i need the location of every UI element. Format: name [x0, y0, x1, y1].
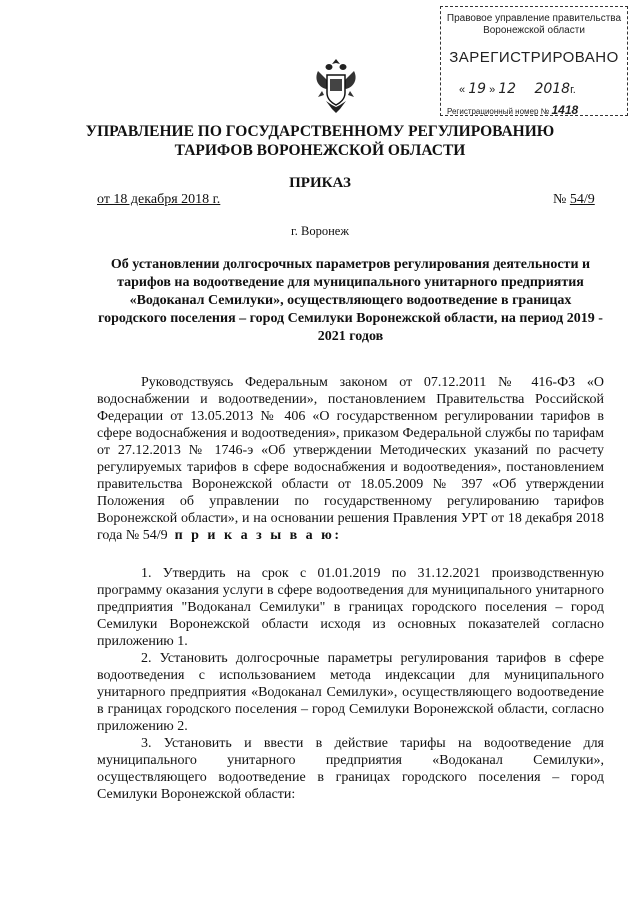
document-number — [553, 192, 595, 208]
document-city: г. Воронеж — [291, 224, 349, 238]
order-item-2: 2. Установить долгосрочные параметры регулирования тарифов в сфере водоотведения с использованием метода индексации для муниципального унитарного предприятия «Водоканал Семилуки», осуществляющего водоотведение в границах городского поселения – город Семилуки Воронежской области, согласно приложению 2. — [97, 651, 604, 734]
stamp-reg-number — [447, 103, 578, 117]
stamp-date-open-quote: « — [459, 84, 466, 96]
stamp-registered-label: ЗАРЕГИСТРИРОВАНО — [449, 49, 619, 66]
stamp-authority-line1: Правовое управление правительства — [446, 13, 622, 24]
preamble-paragraph — [97, 374, 604, 544]
document-subject: Об установлении долгосрочных параметров регулирования деятельности и тарифов на водоотведение для муниципального унитарного предприятия «Водоканал Семилуки», осуществляющего водоотведение в границах городского поселения – город Семилуки Воронежской области, на период 2019 - 2021 годов — [98, 257, 603, 344]
stamp-date — [459, 81, 576, 97]
stamp-reg-number-value: 1418 — [551, 103, 579, 117]
order-keyword: п р и к а з ы в а ю: — [174, 528, 342, 543]
stamp-date-close-quote: » — [489, 84, 496, 96]
document-date: от 18 декабря 2018 г. — [97, 192, 221, 207]
preamble-text: Руководствуясь Федеральным законом от 07.12.2011 № 416-ФЗ «О водоснабжении и водоотведении», постановлением Правительства Российской Федерации от 13.05.2013 № 406 «О государственном регулировании тарифов в сфере водоснабжения и водоотведения», приказом Федеральной службы по тарифам от 27.12.2013 № 1746-э «Об утверждении Методических указаний по расчету регулируемых тарифов в сфере водоснабжения и водоотведения», постановлением правительства Воронежской области от 18.05.2009 № 397 «Об утверждении Положения об управлении по государственному регулированию тарифов Воронежской области», и на основании решения Правления УРТ от 18 декабря 2018 года № — [97, 375, 604, 543]
organization-title-line2: ТАРИФОВ ВОРОНЕЖСКОЙ ОБЛАСТИ — [174, 142, 466, 159]
document-number-prefix: № — [553, 192, 567, 207]
registration-stamp — [440, 6, 628, 116]
document-number-value: 54/9 — [569, 192, 595, 207]
document-type: ПРИКАЗ — [289, 175, 351, 191]
order-item-3: 3. Установить и ввести в действие тарифы на водоотведение для муниципального унитарного предприятия «Водоканал Семилуки», осуществляющего водоотведение в границах городского поселения – город Семилуки Воронежской области: — [97, 736, 604, 802]
coat-of-arms-icon — [312, 55, 360, 117]
stamp-date-day: 19 — [468, 81, 487, 97]
stamp-date-year: 2018 — [534, 81, 571, 97]
document-body — [97, 374, 604, 803]
stamp-date-suffix: г. — [570, 84, 576, 96]
order-item-1: 1. Утвердить на срок с 01.01.2019 по 31.12.2021 производственную программу оказания услуги в сфере водоотведения для муниципального унитарного предприятия "Водоканал Семилуки" в границах городского поселения – город Семилуки Воронежской области исходя из основных показателей согласно приложению 1. — [97, 566, 604, 649]
preamble-number: 54/9 — [142, 528, 168, 543]
stamp-date-month: 12 — [498, 81, 517, 97]
organization-title — [0, 122, 640, 160]
stamp-authority-line2: Воронежской области — [483, 25, 585, 36]
organization-title-line1: УПРАВЛЕНИЕ ПО ГОСУДАРСТВЕННОМУ РЕГУЛИРОВАНИЮ — [85, 123, 555, 140]
stamp-reg-number-label: Регистрационный номер № — [447, 107, 550, 116]
